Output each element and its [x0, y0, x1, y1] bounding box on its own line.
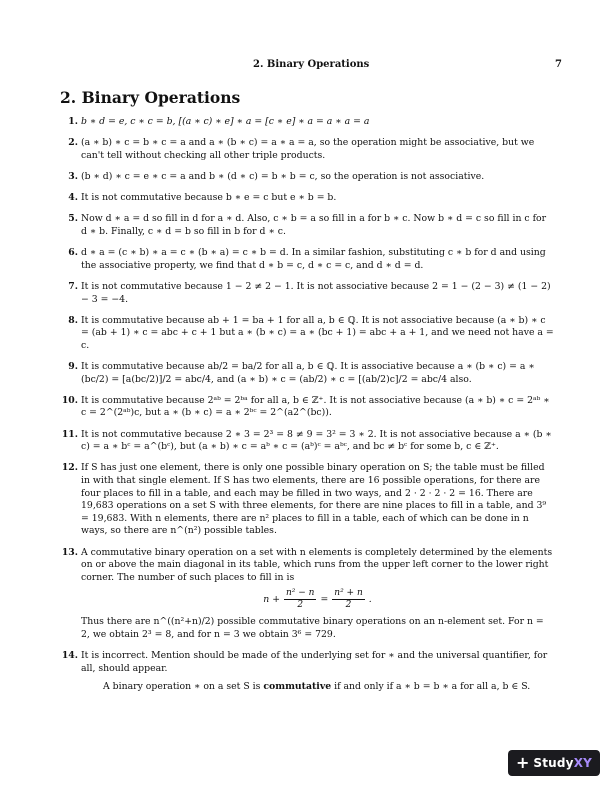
problem-number: 10. [61, 394, 78, 406]
display-formula [81, 588, 554, 611]
brand-name [533, 756, 592, 770]
fraction-numerator: n² + n [334, 588, 363, 599]
fraction [332, 588, 364, 611]
definition [81, 681, 554, 694]
problem-number: 14. [61, 650, 78, 662]
page-header [0, 59, 612, 73]
formula-lhs: n + [263, 593, 281, 605]
problem-number: 1. [68, 116, 78, 127]
problem-6 [64, 247, 554, 272]
problem-4 [64, 192, 554, 205]
problem-list [61, 116, 554, 703]
section-title: 2. Binary Operations [60, 88, 241, 107]
definition-term: commutative [263, 681, 332, 693]
problem-number: 9. [68, 361, 78, 373]
problem-text: (b ∗ d) ∗ c = e ∗ c = a and b ∗ (d ∗ c) = b ∗ b = c, so the operation is not associative. [81, 170, 485, 182]
problem-text: It is commutative because 2ᵃᵇ = 2ᵇᵃ for all a, b ∈ ℤ⁺. It is not associative because (a ∗ b) ∗ c = 2ᵃᵇ ∗ c = 2^(2ᵃᵇ)c, but a ∗ (b ∗ c) = a ∗ 2ᵇᶜ = 2^(a2^(bc)). [81, 394, 550, 419]
brand-name-accent: XY [573, 756, 593, 770]
problem-text: It is not commutative because 2 ∗ 3 = 2³ = 8 ≠ 9 = 3² = 3 ∗ 2. It is not associative because a ∗ (b ∗ c) = a ∗ bᶜ = a^(bᶜ), but (a ∗ b) ∗ c = aᵇ ∗ c = (aᵇ)ᶜ = aᵇᶜ, and bc ≠ bᶜ for some b, c ∈ ℤ⁺. [81, 428, 552, 453]
problem-number: 11. [61, 428, 78, 440]
problem-11 [61, 428, 554, 454]
definition-start: A binary operation ∗ on a set S is [103, 681, 264, 693]
plus-icon: + [515, 753, 530, 772]
problem-10 [61, 394, 554, 420]
studyxy-watermark-logo [508, 750, 600, 776]
problem-text: It is commutative because ab + 1 = ba + 1 for all a, b ∈ ℚ. It is not associative because (a ∗ b) ∗ c = (ab + 1) ∗ c = abc + c + 1 but a ∗ (b ∗ c) = a ∗ (bc + 1) = abc + a + 1, and we need not have a = c. [81, 314, 554, 351]
fraction [284, 588, 316, 611]
problem-8 [64, 315, 554, 353]
problem-text: Now d ∗ a = d so fill in d for a ∗ d. Also, c ∗ b = a so fill in a for b ∗ c. Now b ∗ d = c so fill in c for d ∗ b. Finally, c ∗ d = b so fill in b for d ∗ c. [81, 213, 547, 237]
problem-14 [61, 650, 554, 694]
fraction-denominator: 2 [345, 600, 352, 611]
formula-tail: . [368, 593, 372, 605]
problem-number: 7. [68, 280, 78, 292]
fraction-denominator: 2 [297, 600, 304, 611]
problem-number: 2. [68, 137, 78, 149]
problem-number: 8. [68, 314, 78, 326]
problem-number: 6. [68, 247, 78, 259]
problem-12 [61, 462, 554, 538]
running-title: 2. Binary Operations [253, 59, 370, 70]
problem-2 [64, 137, 554, 162]
page-number: 7 [555, 59, 562, 70]
problem-number: 13. [61, 546, 78, 558]
problem-text: It is incorrect. Mention should be made of the underlying set for ∗ and the universal quantifier, for all, should appear. [81, 650, 548, 674]
problem-9 [64, 361, 554, 386]
fraction-numerator: n² − n [286, 588, 315, 599]
problem-text: If S has just one element, there is only one possible binary operation on S; the table must be filled in with that single element. If S has two elements, there are 16 possible operations, for there are four places to fill in a table, and each may be filled in two ways, and 2 · 2 · 2 · 2 = 16. There are 19,683 operations on a set S with three elements, for there are nine places to fill in a table, and 3⁹ = 19,683. With n elements, there are n² places to fill in a table, each of which can be done in n ways, so there are n^(n²) possible tables. [81, 462, 547, 537]
problem-number: 12. [61, 462, 78, 474]
problem-text: d ∗ a = (c ∗ b) ∗ a = c ∗ (b ∗ a) = c ∗ b = d. In a similar fashion, substituting c ∗ b for d and using the associative property, we find that d ∗ b = c, d ∗ c = c, and d ∗ d = d. [81, 247, 546, 271]
problem-number: 4. [68, 192, 78, 204]
problem-text: It is not commutative because b ∗ e = c but e ∗ b = b. [81, 192, 337, 204]
problem-text: It is not commutative because 1 − 2 ≠ 2 − 1. It is not associative because 2 = 1 − (2 − 3) ≠ (1 − 2) − 3 = −4. [81, 280, 551, 305]
problem-13 [61, 546, 554, 642]
problem-text: (a ∗ b) ∗ c = b ∗ c = a and a ∗ (b ∗ c) = a ∗ a = a, so the operation might be associative, but we can't tell without checking all other triple products. [81, 137, 535, 161]
problem-text: b ∗ d = e, c ∗ c = b, [(a ∗ c) ∗ e] ∗ a = [c ∗ e] ∗ a = a ∗ a = a [81, 116, 370, 127]
definition-end: if and only if a ∗ b = b ∗ a for all a, b ∈ S. [331, 681, 531, 693]
problem-7 [64, 281, 554, 306]
problem-text: A commutative binary operation on a set with n elements is completely determined by the elements on or above the main diagonal in its table, which runs from the upper left corner to the lower right corner. The number of such places to fill in is [81, 546, 553, 583]
problem-number: 5. [68, 213, 78, 225]
problem-number: 3. [68, 170, 78, 182]
problem-text: It is commutative because ab/2 = ba/2 for all a, b ∈ ℚ. It is associative because a ∗ (b ∗ c) = a ∗ (bc/2) = [a(bc/2)]/2 = abc/4, and (a ∗ b) ∗ c = (ab/2) ∗ c = [(ab/2)c]/2 = abc/4 also. [81, 361, 535, 385]
problem-3 [64, 171, 554, 184]
problem-5 [64, 213, 554, 238]
brand-name-main: Study [533, 756, 574, 770]
problem-1 [64, 116, 554, 129]
problem-text-continued: Thus there are n^((n²+n)/2) possible commutative binary operations on an n-element set. For n = 2, we obtain 2³ = 8, and for n = 3 we obtain 3⁶ = 729. [81, 616, 544, 640]
formula-equals: = [320, 593, 329, 605]
